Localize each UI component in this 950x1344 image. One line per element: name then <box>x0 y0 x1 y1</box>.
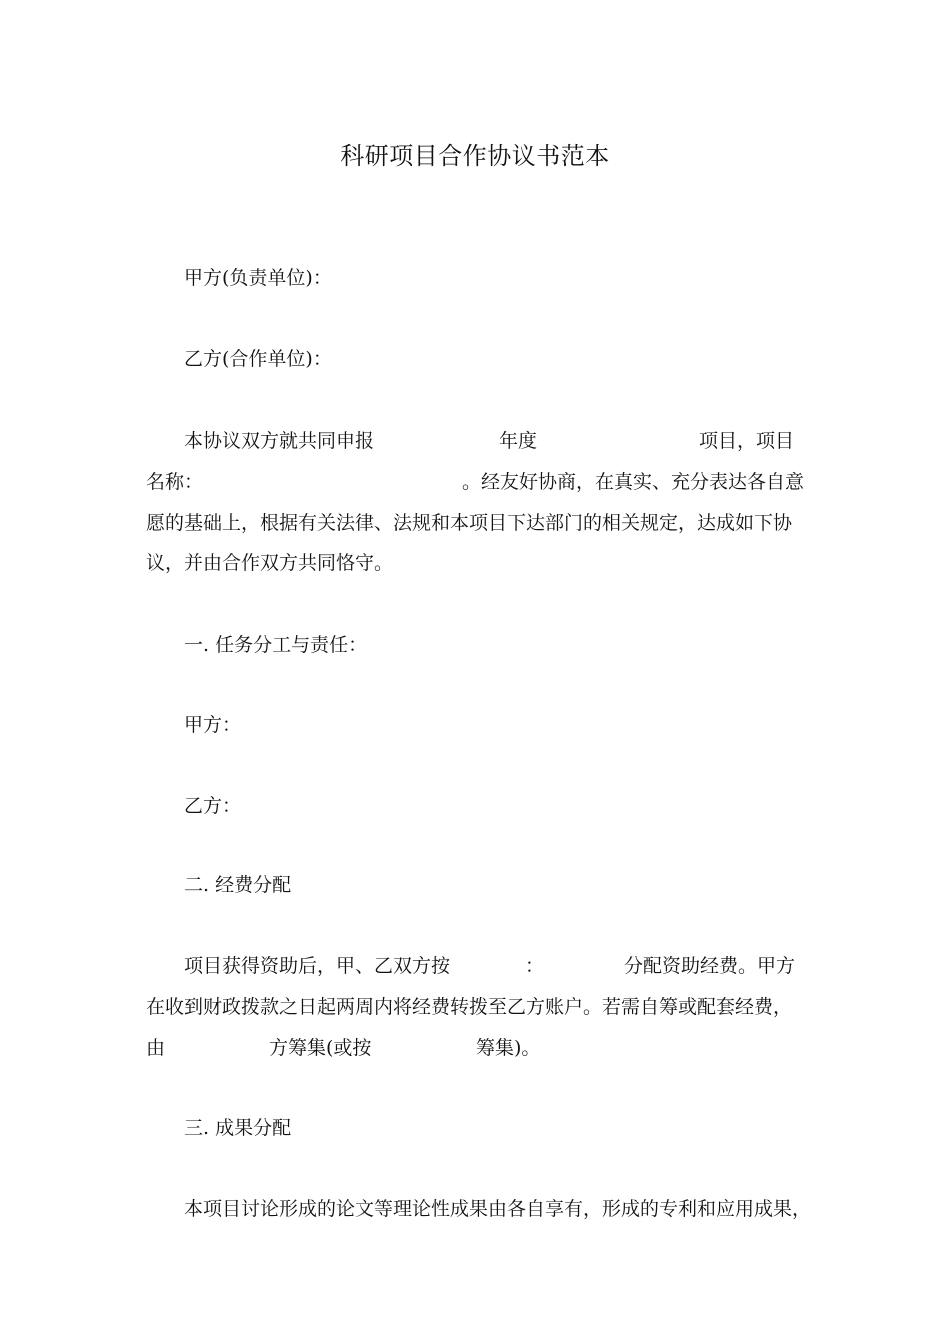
section1-heading: 一. 任务分工与责任： <box>184 634 368 656</box>
section1-party-b: 乙方： <box>184 795 242 817</box>
intro-line1-start: 本协议双方就共同申报 <box>184 430 375 452</box>
section2-line3-party: 方筹集(或按 <box>269 1037 372 1059</box>
intro-line2-rest: 。经友好协商，在真实、充分表达各自意 <box>462 471 805 493</box>
section1-party-a: 甲方： <box>184 714 242 736</box>
intro-line1-project: 项目，项目 <box>699 430 795 452</box>
intro-line4: 议，并由合作双方共同恪守。 <box>146 552 394 574</box>
section2-heading: 二. 经费分配 <box>184 874 292 896</box>
section2-line2: 在收到财政拨款之日起两周内将经费转拨至乙方账户。若需自筹或配套经费， <box>146 996 793 1018</box>
section3-line1: 本项目讨论形成的论文等理论性成果由各自享有，形成的专利和应用成果， <box>184 1198 812 1220</box>
section2-line3-by: 由 <box>146 1037 166 1059</box>
section2-line1-colon: ： <box>525 955 545 977</box>
intro-line1-year: 年度 <box>499 430 538 452</box>
section2-line1-start: 项目获得资助后，甲、乙双方按 <box>184 955 451 977</box>
party-b-label: 乙方(合作单位)： <box>184 348 332 370</box>
section2-line3-end: 筹集)。 <box>476 1037 541 1059</box>
section3-heading: 三. 成果分配 <box>184 1117 292 1139</box>
intro-line3: 愿的基础上，根据有关法律、法规和本项目下达部门的相关规定，达成如下协 <box>146 512 793 534</box>
section2-line1-end: 分配资助经费。甲方 <box>624 955 796 977</box>
intro-line2-name: 名称： <box>146 471 204 493</box>
party-a-label: 甲方(负责单位)： <box>184 267 332 289</box>
document-title: 科研项目合作协议书范本 <box>340 142 610 170</box>
